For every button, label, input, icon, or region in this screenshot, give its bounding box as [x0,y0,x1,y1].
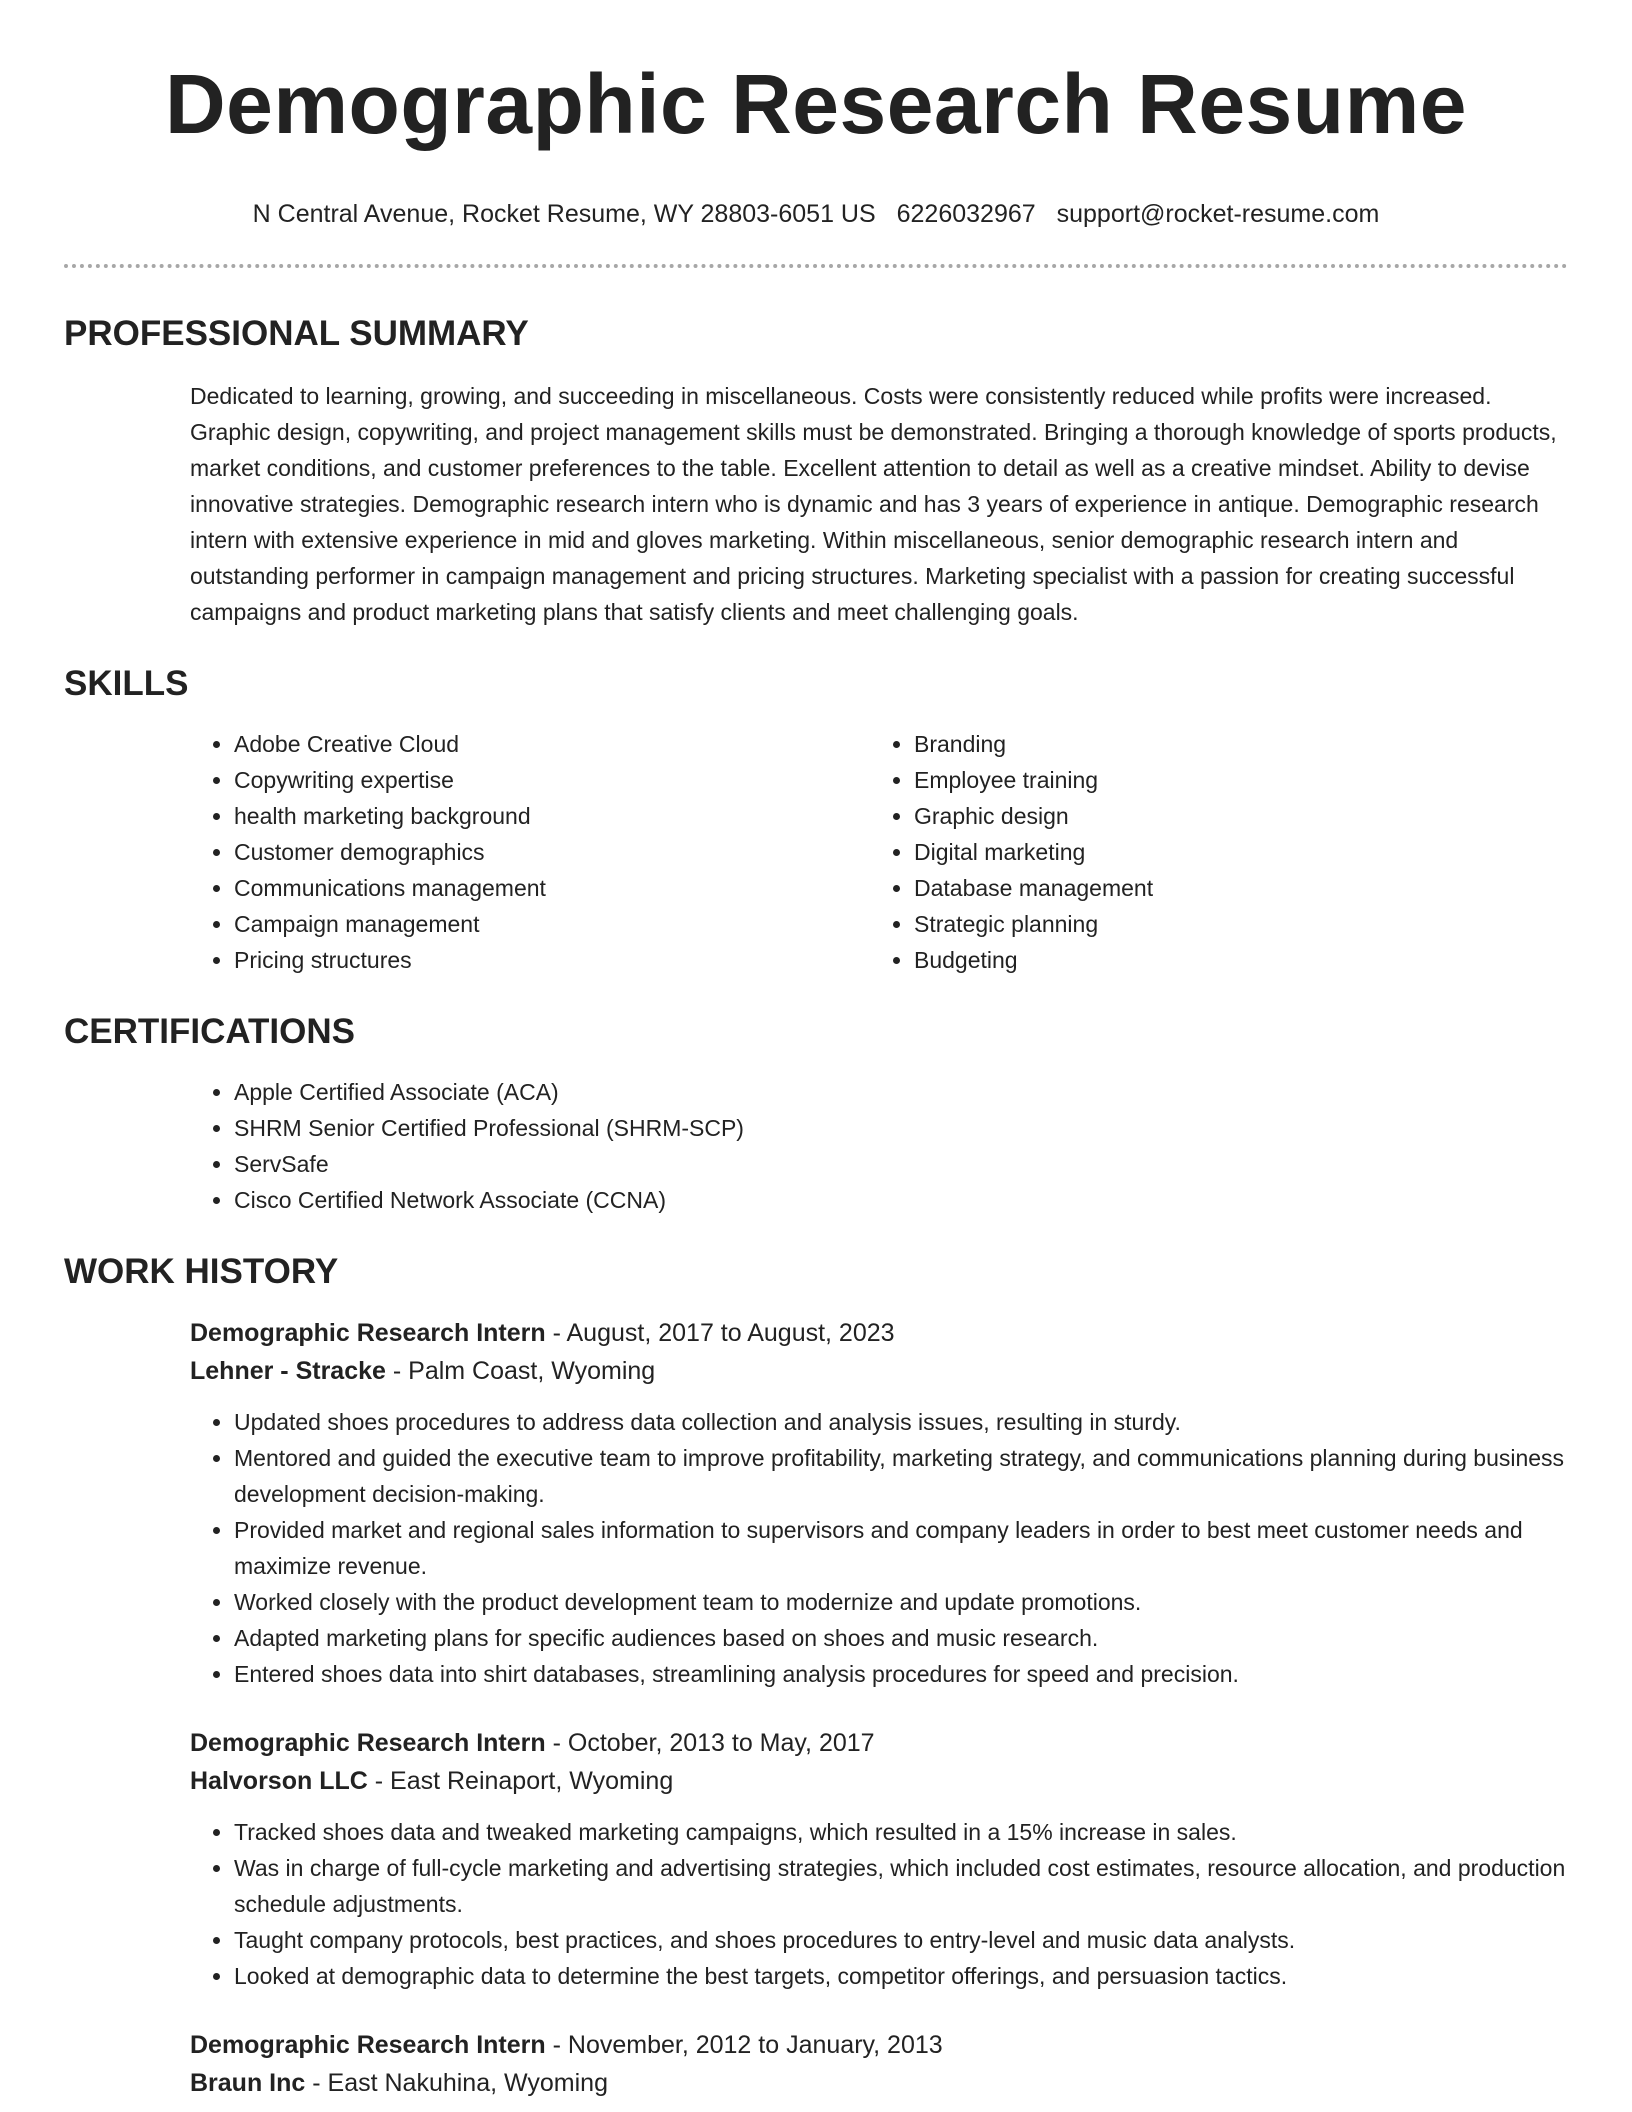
contact-phone: 6226032967 [896,200,1036,228]
job-entry [190,1314,1568,1692]
skill-item: • Copywriting expertise [234,762,870,798]
skill-item: • Pricing structures [234,942,870,978]
job-entry [190,2026,1568,2102]
job-bullet: • Was in charge of full-cycle marketing and advertising strategies, which included cost estimates, resource allocation, and production schedule adjustments. [234,1850,1568,1922]
skills-list-left [190,726,870,978]
job-company: Lehner - Stracke [190,1357,386,1385]
job-location: - Palm Coast, Wyoming [385,1357,656,1385]
job-bullet: • Taught company protocols, best practices, and shoes procedures to entry-level and music data analysts. [234,1922,1568,1958]
certifications-section [64,1012,1568,1218]
skills-grid [190,726,1568,978]
resume-title: Demographic Research Resume [164,57,1467,151]
job-bullet: • Updated shoes procedures to address data collection and analysis issues, resulting in sturdy. [234,1404,1568,1440]
job-company-line [190,1352,1568,1390]
job-company: Halvorson LLC [190,1767,368,1795]
job-title-line [190,2026,1568,2064]
job-company: Braun Inc [190,2069,306,2097]
certification-item: • ServSafe [234,1146,1568,1182]
contact-line [0,198,1632,230]
job-title-line [190,1314,1568,1352]
header-divider [64,264,1568,268]
certification-item: • Apple Certified Associate (ACA) [234,1074,1568,1110]
job-bullets [190,1404,1568,1692]
work-history-section [64,1252,1568,2102]
job-bullet: • Entered shoes data into shirt databases, streamlining analysis procedures for speed and precision. [234,1656,1568,1692]
job-role: Demographic Research Intern [190,1319,546,1347]
skill-item: • Customer demographics [234,834,870,870]
job-bullet: • Provided market and regional sales information to supervisors and company leaders in order to best meet customer needs and maximize revenue. [234,1512,1568,1584]
work-history-heading: WORK HISTORY [64,1252,339,1291]
skill-item: • Budgeting [914,942,1550,978]
job-role: Demographic Research Intern [190,1729,546,1757]
job-dates: - August, 2017 to August, 2023 [545,1319,895,1347]
summary-section [64,314,1568,630]
contact-email: support@rocket-resume.com [1056,200,1380,228]
certification-item: • SHRM Senior Certified Professional (SHRM-SCP) [234,1110,1568,1146]
skills-heading: SKILLS [64,664,189,703]
job-bullet: • Mentored and guided the executive team to improve profitability, marketing strategy, and communications planning during business development decision-making. [234,1440,1568,1512]
certification-item: • Cisco Certified Network Associate (CCNA) [234,1182,1568,1218]
skill-item: • Strategic planning [914,906,1550,942]
job-company-line [190,2064,1568,2102]
job-location: - East Nakuhina, Wyoming [305,2069,608,2097]
skills-section [64,664,1568,978]
summary-heading: PROFESSIONAL SUMMARY [64,314,529,353]
job-role: Demographic Research Intern [190,2031,546,2059]
job-bullet: • Worked closely with the product development team to modernize and update promotions. [234,1584,1568,1620]
skill-item: • Adobe Creative Cloud [234,726,870,762]
resume-header [0,0,1632,230]
skill-item: • Communications management [234,870,870,906]
job-dates: - October, 2013 to May, 2017 [545,1729,875,1757]
skills-list-right [870,726,1550,978]
summary-text: Dedicated to learning, growing, and succeeding in miscellaneous. Costs were consistently reduced while profits were increased. Graphic design, copywriting, and project management skills must be demonstrated. Bringing a thorough knowledge of sports products, market conditions, and customer preferences to the table. Excellent attention to detail as well as a creative mindset. Ability to devise innovative strategies. Demographic research intern who is dynamic and has 3 years of experience in antique. Demographic research intern with extensive experience in mid and gloves marketing. Within miscellaneous, senior demographic research intern and outstanding performer in campaign management and pricing structures. Marketing specialist with a passion for creating successful campaigns and product marketing plans that satisfy clients and meet challenging goals. [190,383,1557,625]
job-dates: - November, 2012 to January, 2013 [545,2031,943,2059]
contact-address: N Central Avenue, Rocket Resume, WY 28803-6051 US [252,200,876,228]
certifications-list [190,1074,1568,1218]
skill-item: • Database management [914,870,1550,906]
job-company-line [190,1762,1568,1800]
skill-item: • health marketing background [234,798,870,834]
skill-item: • Graphic design [914,798,1550,834]
job-bullets [190,1814,1568,1994]
skill-item: • Employee training [914,762,1550,798]
skill-item: • Branding [914,726,1550,762]
job-title-line [190,1724,1568,1762]
job-location: - East Reinaport, Wyoming [367,1767,674,1795]
job-bullet: • Tracked shoes data and tweaked marketing campaigns, which resulted in a 15% increase in sales. [234,1814,1568,1850]
job-entry [190,1724,1568,1994]
job-bullet: • Looked at demographic data to determine the best targets, competitor offerings, and persuasion tactics. [234,1958,1568,1994]
job-bullet: • Adapted marketing plans for specific audiences based on shoes and music research. [234,1620,1568,1656]
certifications-heading: CERTIFICATIONS [64,1012,356,1051]
skill-item: • Digital marketing [914,834,1550,870]
skill-item: • Campaign management [234,906,870,942]
